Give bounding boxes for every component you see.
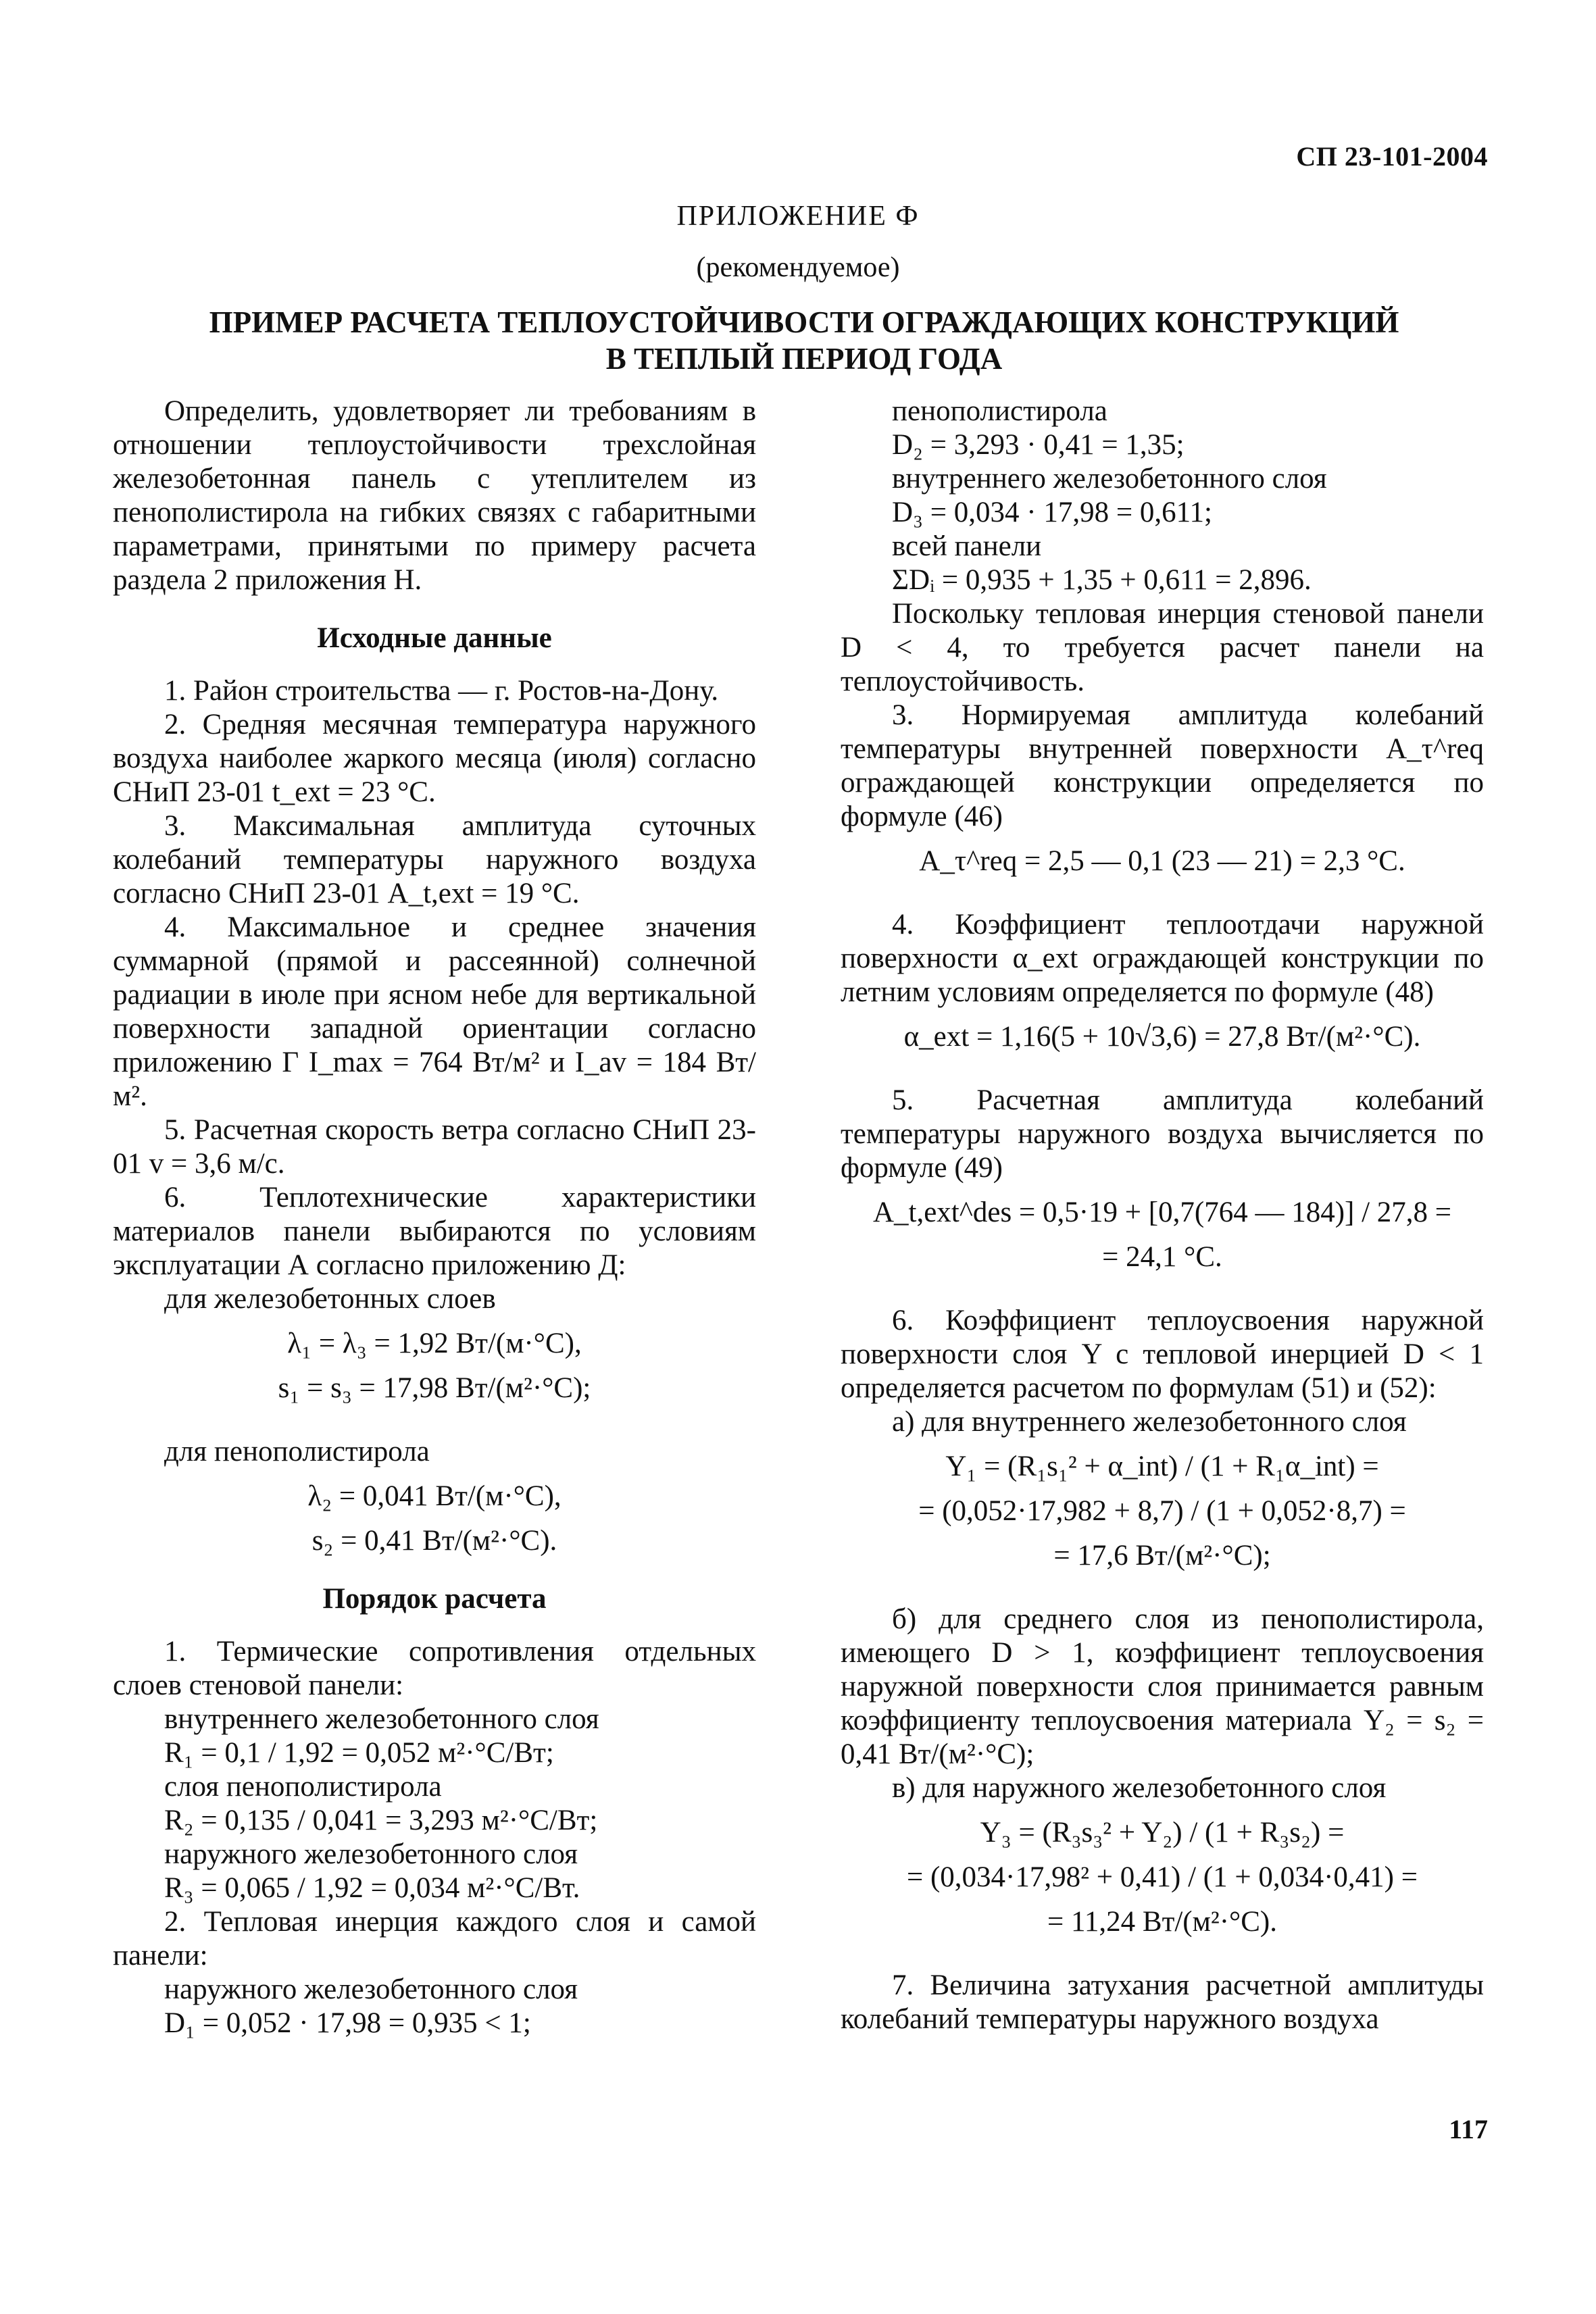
page-title-line-2: В ТЕПЛЫЙ ПЕРИОД ГОДА xyxy=(605,342,1003,376)
formula-a-req: A_τ^req = 2,5 — 0,1 (23 — 21) = 2,3 °С. xyxy=(919,845,1405,877)
formula-y1-line-3: = 17,6 Вт/(м²·°С); xyxy=(1053,1540,1271,1571)
formula-a-des-line-2: = 24,1 °С. xyxy=(1102,1241,1222,1273)
calc-item-6a-label: а) для внутреннего железобетонного слоя xyxy=(892,1406,1407,1438)
source-item-6: 6. Теплотехнические характеристики материалов панели выбираются по условиям эксплуатации А согласно приложению Д: xyxy=(113,1182,756,1281)
formula-y1-line-1: Y₁ = (R₁s₁² + α_int) / (1 + R₁α_int) = xyxy=(945,1451,1379,1482)
formula-alpha-ext: α_ext = 1,16(5 + 10√3,6) = 27,8 Вт/(м²·°С). xyxy=(903,1021,1421,1053)
formula-lambda-1-3: λ₁ = λ₃ = 1,92 Вт/(м·°С), xyxy=(287,1328,582,1359)
formula-s-1-3: s₁ = s₃ = 17,98 Вт/(м²·°С); xyxy=(278,1372,591,1404)
inertia-panel-label: всей панели xyxy=(892,530,1042,562)
page-title xyxy=(135,304,1473,377)
rc-layers-label: для железобетонных слоев xyxy=(164,1283,496,1315)
calc-item-6c-label: в) для наружного железобетонного слоя xyxy=(892,1772,1387,1804)
formula-a-des-line-1: A_t,ext^des = 0,5·19 + [0,7(764 — 184)] / 27,8 = xyxy=(872,1197,1452,1228)
left-column xyxy=(113,395,756,2040)
calc-item-1: 1. Термические сопротивления отдельных слоев стеновой панели: xyxy=(113,1636,756,1701)
inertia-conclusion: Поскольку тепловая инерция стеновой панели D < 4, то требуется расчет панели на теплоустойчивость. xyxy=(841,598,1484,697)
inertia-foam-label: пенополистирола xyxy=(892,395,1107,427)
calc-item-6: 6. Коэффициент теплоусвоения наружной поверхности слоя Y с тепловой инерцией D < 1 определяется расчетом по формулам (51) и (52): xyxy=(841,1305,1484,1404)
calc-item-2: 2. Тепловая инерция каждого слоя и самой панели: xyxy=(113,1906,756,1971)
calc-item-3: 3. Нормируемая амплитуда колебаний температуры внутренней поверхности A_τ^req ограждающей конструкции определяется по формуле (46) xyxy=(841,699,1484,832)
formula-lambda-2: λ₂ = 0,041 Вт/(м·°С), xyxy=(307,1480,562,1512)
document-code: СП 23-101-2004 xyxy=(1296,141,1488,172)
calc-item-1-outer-label: наружного железобетонного слоя xyxy=(164,1838,578,1870)
section-heading-calculation: Порядок расчета xyxy=(322,1583,547,1615)
formula-d2: D₂ = 3,293 · 0,41 = 1,35; xyxy=(892,429,1184,461)
formula-y3-line-3: = 11,24 Вт/(м²·°С). xyxy=(1047,1906,1277,1938)
appendix-status: (рекомендуемое) xyxy=(696,252,900,283)
right-column xyxy=(841,395,1484,2036)
calc-item-4: 4. Коэффициент теплоотдачи наружной поверхности α_ext ограждающей конструкции по летним условиям определяется по формуле (48) xyxy=(841,909,1484,1008)
formula-r2: R₂ = 0,135 / 0,041 = 3,293 м²·°С/Вт; xyxy=(164,1805,598,1836)
appendix-title: ПРИЛОЖЕНИЕ Ф xyxy=(676,201,920,232)
source-item-4: 4. Максимальное и среднее значения суммарной (прямой и рассеянной) солнечной радиации в июле при ясном небе для вертикальной поверхности западной ориентации согласно приложению Г I_max = 764 Вт/м² и I_av = 184 Вт/м². xyxy=(113,911,756,1112)
formula-y1-line-2: = (0,052·17,982 + 8,7) / (1 + 0,052·8,7) = xyxy=(918,1495,1406,1527)
formula-y3-line-1: Y₃ = (R₃s₃² + Y₂) / (1 + R₃s₂) = xyxy=(980,1817,1345,1848)
source-item-5: 5. Расчетная скорость ветра согласно СНиП 23-01 v = 3,6 м/с. xyxy=(113,1114,756,1180)
calc-item-5: 5. Расчетная амплитуда колебаний температуры наружного воздуха вычисляется по формуле (49) xyxy=(841,1084,1484,1184)
formula-r3: R₃ = 0,065 / 1,92 = 0,034 м²·°С/Вт. xyxy=(164,1872,580,1904)
formula-d3: D₃ = 0,034 · 17,98 = 0,611; xyxy=(892,497,1212,528)
calc-item-6b: б) для среднего слоя из пенополистирола, имеющего D > 1, коэффициент теплоусвоения наружной поверхности слоя принимается равным коэффициенту теплоусвоения материала Y₂ = s₂ = 0,41 Вт/(м²·°С); xyxy=(841,1603,1484,1770)
section-heading-source-data: Исходные данные xyxy=(317,622,552,654)
page-title-line-1: ПРИМЕР РАСЧЕТА ТЕПЛОУСТОЙЧИВОСТИ ОГРАЖДАЮЩИХ КОНСТРУКЦИЙ xyxy=(209,305,1399,339)
formula-y3-line-2: = (0,034·17,98² + 0,41) / (1 + 0,034·0,41) = xyxy=(906,1861,1418,1893)
calc-item-7: 7. Величина затухания расчетной амплитуды колебаний температуры наружного воздуха xyxy=(841,1969,1484,2035)
calc-item-1-inner-label: внутреннего железобетонного слоя xyxy=(164,1703,599,1735)
calc-item-2-outer-label: наружного железобетонного слоя xyxy=(164,1973,578,2005)
formula-r1: R₁ = 0,1 / 1,92 = 0,052 м²·°С/Вт; xyxy=(164,1737,554,1769)
calc-item-1-foam-label: слоя пенополистирола xyxy=(164,1771,442,1803)
source-item-3: 3. Максимальная амплитуда суточных колебаний температуры наружного воздуха согласно СНиП 23-01 A_t,ext = 19 °С. xyxy=(113,810,756,909)
source-item-2: 2. Средняя месячная температура наружного воздуха наиболее жаркого месяца (июля) согласно СНиП 23-01 t_ext = 23 °С. xyxy=(113,709,756,808)
formula-s-2: s₂ = 0,41 Вт/(м²·°С). xyxy=(311,1525,557,1557)
intro-paragraph: Определить, удовлетворяет ли требованиям в отношении теплоустойчивости трехслойная железобетонная панель с утеплителем из пенополистирола на гибких связях с габаритными параметрами, принятыми по примеру расчета раздела 2 приложения Н. xyxy=(113,395,756,596)
polystyrene-label: для пенополистирола xyxy=(164,1436,430,1467)
source-item-1: 1. Район строительства — г. Ростов-на-Дону. xyxy=(164,675,719,707)
formula-sum-d: ΣDᵢ = 0,935 + 1,35 + 0,611 = 2,896. xyxy=(892,564,1312,596)
inertia-inner-label: внутреннего железобетонного слоя xyxy=(892,463,1327,495)
formula-d1: D₁ = 0,052 · 17,98 = 0,935 < 1; xyxy=(164,2007,531,2039)
page-number: 117 xyxy=(1449,2114,1488,2144)
